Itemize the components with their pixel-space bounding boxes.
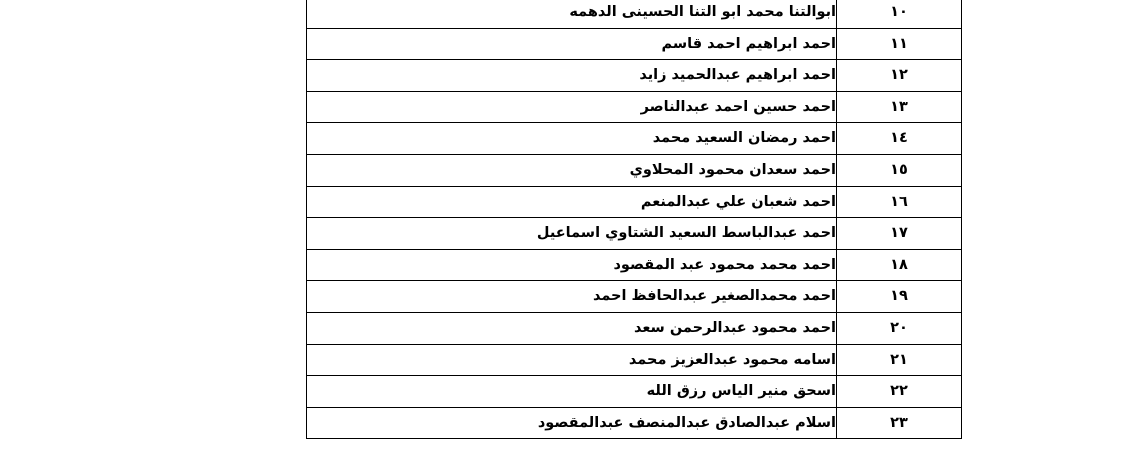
- row-name-cell: احمد ابراهيم عبدالحميد زايد: [307, 60, 837, 92]
- row-number-cell: ١١: [837, 28, 962, 60]
- row-name-cell: احمد محمدالصغير عبدالحافظ احمد: [307, 281, 837, 313]
- table-row: [307, 123, 962, 155]
- row-number-cell: ١٩: [837, 281, 962, 313]
- row-name-cell: اسامه محمود عبدالعزيز محمد: [307, 344, 837, 376]
- row-number-cell: ١٧: [837, 218, 962, 250]
- row-name-cell: احمد محمد محمود عبد المقصود: [307, 249, 837, 281]
- row-number-cell: ١٤: [837, 123, 962, 155]
- table-row: [307, 312, 962, 344]
- table-row: [307, 91, 962, 123]
- table-row: [307, 407, 962, 439]
- names-table: [306, 0, 962, 439]
- row-name-cell: اسحق منير الياس رزق الله: [307, 376, 837, 408]
- table-row: [307, 28, 962, 60]
- row-number-cell: ٢١: [837, 344, 962, 376]
- table-row: [307, 376, 962, 408]
- row-name-cell: احمد ابراهيم احمد قاسم: [307, 28, 837, 60]
- row-name-cell: احمد محمود عبدالرحمن سعد: [307, 312, 837, 344]
- row-number-cell: ١٦: [837, 186, 962, 218]
- row-number-cell: ٢٣: [837, 407, 962, 439]
- table-row: [307, 218, 962, 250]
- table-row: [307, 344, 962, 376]
- row-name-cell: اسلام عبدالصادق عبدالمنصف عبدالمقصود: [307, 407, 837, 439]
- table-row: [307, 154, 962, 186]
- row-name-cell: احمد حسين احمد عبدالناصر: [307, 91, 837, 123]
- row-number-cell: ١٢: [837, 60, 962, 92]
- row-number-cell: ٢٢: [837, 376, 962, 408]
- row-number-cell: ٢٠: [837, 312, 962, 344]
- table-row: [307, 0, 962, 28]
- row-name-cell: احمد عبدالباسط السعيد الشتاوي اسماعيل: [307, 218, 837, 250]
- table-row: [307, 281, 962, 313]
- row-number-cell: ١٨: [837, 249, 962, 281]
- names-table-body: [307, 0, 962, 439]
- row-name-cell: احمد رمضان السعيد محمد: [307, 123, 837, 155]
- row-number-cell: ١٥: [837, 154, 962, 186]
- row-number-cell: ١٣: [837, 91, 962, 123]
- row-name-cell: احمد سعدان محمود المحلاوي: [307, 154, 837, 186]
- table-row: [307, 60, 962, 92]
- row-number-cell: ١٠: [837, 0, 962, 28]
- table-row: [307, 186, 962, 218]
- row-name-cell: ابوالتنا محمد ابو التنا الحسينى الدهمه: [307, 0, 837, 28]
- row-name-cell: احمد شعبان علي عبدالمنعم: [307, 186, 837, 218]
- table-row: [307, 249, 962, 281]
